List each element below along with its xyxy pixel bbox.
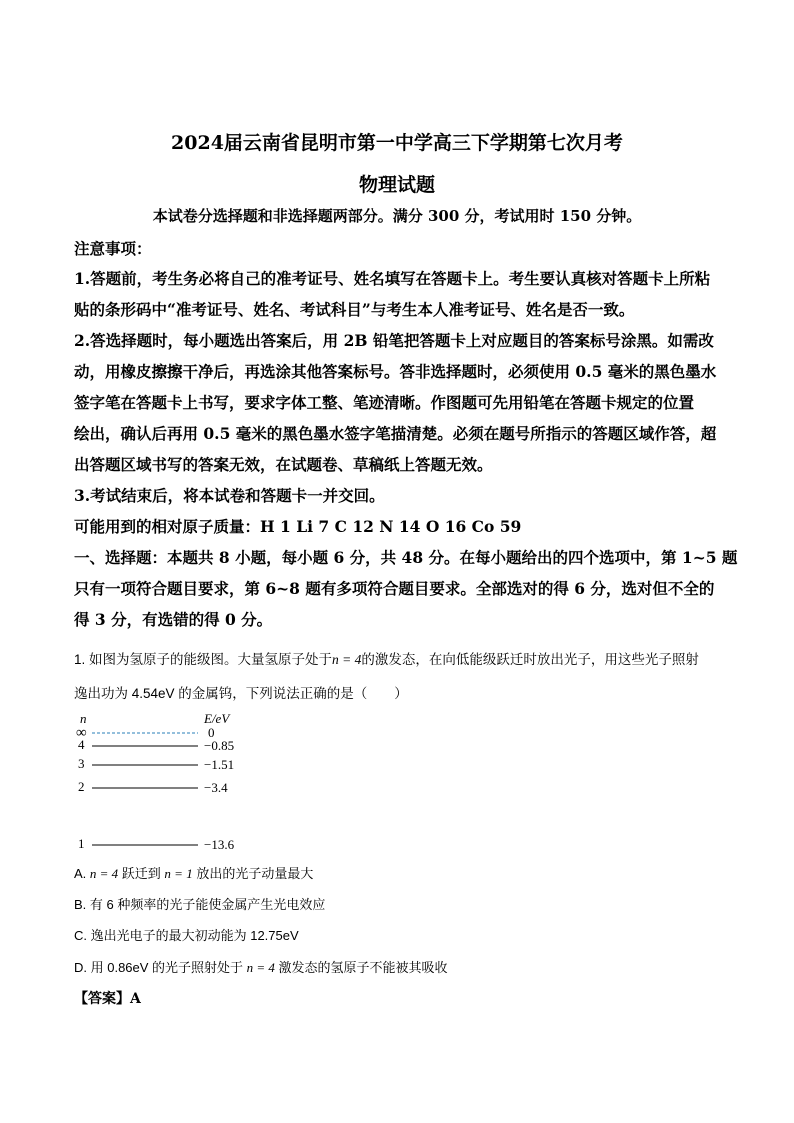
stem-text: 的激发态，在向低能级跃迁时放出光子，用这些光子照射: [361, 652, 699, 667]
section-line: 只有一项符合题目要求，第 6~8 题有多项符合题目要求。全部选对的得 6 分，选对但不全的: [74, 579, 715, 598]
level-e-3: −1.51: [204, 757, 235, 772]
level-n-4: 4: [78, 737, 85, 752]
option-a-math: n = 4: [89, 866, 119, 881]
level-e-4: −0.85: [204, 738, 235, 753]
section-heading: 一、选择题：本题共 8 小题，每小题 6 分，共 48 分。在每小题给出的四个选项中，第 1~5 题: [74, 548, 738, 567]
stem-math: n = 4: [332, 652, 362, 667]
notes-line: 动，用橡皮擦擦干净后，再选涂其他答案标号。答非选择题时，必须使用 0.5 毫米的黑色墨水: [74, 362, 717, 381]
energy-level-diagram: [70, 708, 270, 858]
answer: 【答案】A: [74, 991, 141, 1007]
option-a-text: A.: [74, 866, 90, 881]
level-n-2: 2: [78, 779, 85, 794]
page-subtitle: 物理试题: [358, 174, 435, 196]
option-a-math: n = 1: [164, 866, 193, 881]
level-e-2: −3.4: [204, 780, 228, 795]
notes-heading: 注意事项：: [74, 239, 152, 258]
page-title: 2024届云南省昆明市第一中学高三下学期第七次月考: [171, 132, 623, 154]
notes-line: 2.答选择题时，每小题选出答案后，用 2B 铅笔把答题卡上对应题目的答案标号涂黑。如需改: [74, 331, 714, 350]
notes-line: 3.考试结束后，将本试卷和答题卡一并交回。: [74, 486, 385, 505]
notes-line: 贴的条形码中“准考证号、姓名、考试科目”与考生本人准考证号、姓名是否一致。: [74, 300, 635, 319]
e-axis-label: [203, 711, 231, 726]
option-d: [74, 957, 448, 976]
option-b: B. 有 6 种频率的光子能使金属产生光电效应: [74, 897, 326, 912]
level-n-1: 1: [78, 836, 85, 851]
notes-line: 签字笔在答题卡上书写，要求字体工整、笔迹清晰。作图题可先用铅笔在答题卡规定的位置: [74, 393, 695, 412]
level-n-3: 3: [78, 756, 85, 771]
e-axis-label-text: E/eV: [204, 711, 230, 726]
exam-intro: 本试卷分选择题和非选择题两部分。满分 300 分，考试用时 150 分钟。: [152, 207, 642, 225]
option-a-text: 放出的光子动量最大: [192, 866, 314, 881]
question-1-stem: [74, 650, 734, 670]
level-e-1: −13.6: [204, 837, 235, 852]
option-a-text: 跃迁到: [118, 866, 165, 881]
option-d-math: n = 4: [246, 960, 275, 975]
option-d-text: D. 用 0.86eV 的光子照射处于: [74, 960, 247, 975]
notes-line: 出答题区域书写的答案无效，在试题卷、草稿纸上答题无效。: [74, 455, 493, 474]
atomic-masses: 可能用到的相对原子质量：H 1 Li 7 C 12 N 14 O 16 Co 59: [74, 517, 522, 536]
notes-line: 1.答题前，考生务必将自己的准考证号、姓名填写在答题卡上。考生要认真核对答题卡上所粘: [74, 269, 711, 288]
stem-text: 1. 如图为氢原子的能级图。大量氢原子处于: [74, 652, 333, 667]
notes-line: 绘出，确认后再用 0.5 毫米的黑色墨水签字笔描清楚。必须在题号所指示的答题区域作答，超: [74, 424, 717, 443]
option-d-text: 激发态的氢原子不能被其吸收: [274, 960, 448, 975]
section-line: 得 3 分，有选错的得 0 分。: [74, 610, 273, 629]
n-axis-label: n: [80, 711, 87, 726]
option-a: [74, 863, 313, 882]
level-e-inf: 0: [208, 725, 215, 740]
level-n-inf: ∞: [76, 725, 87, 741]
question-1-stem-line2: 逸出功为 4.54eV 的金属钨，下列说法正确的是（ ）: [74, 686, 408, 701]
option-c: C. 逸出光电子的最大初动能为 12.75eV: [74, 928, 299, 943]
